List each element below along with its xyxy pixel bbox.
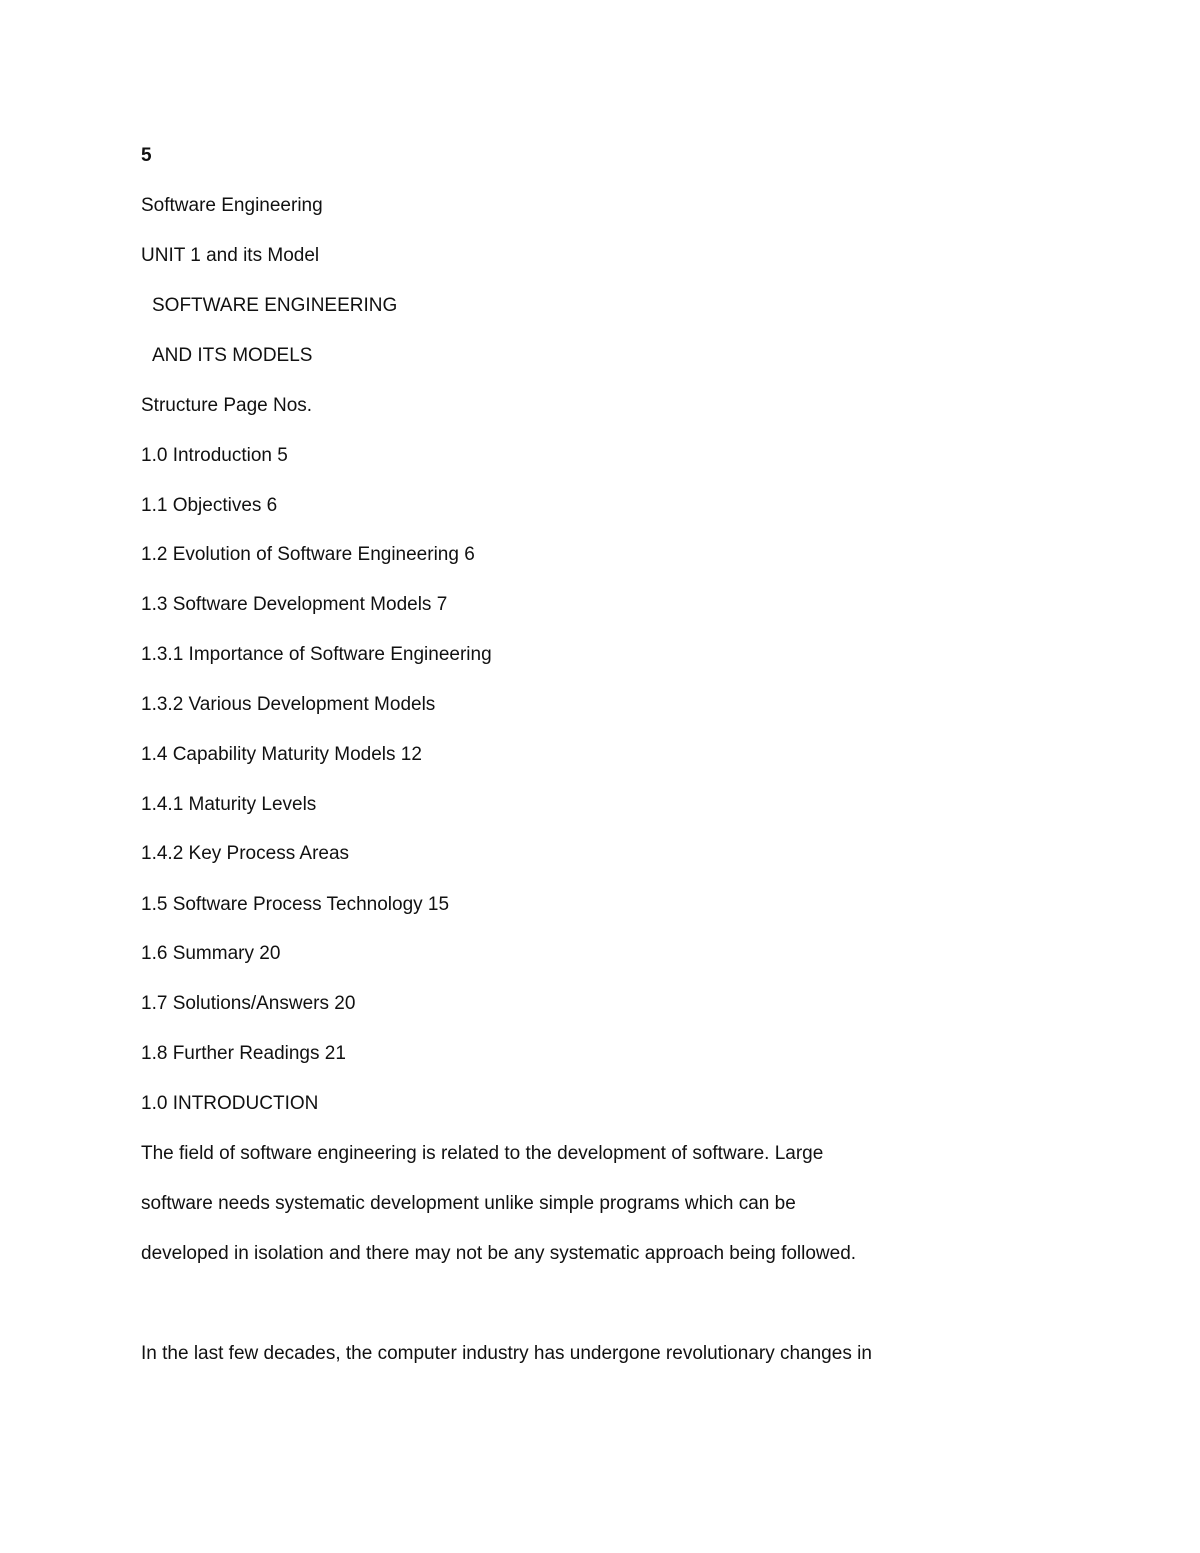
toc-item: 1.0 Introduction 5 (141, 445, 288, 466)
header-line: UNIT 1 and its Model (141, 245, 320, 266)
structure-heading: Structure Page Nos. (141, 395, 313, 416)
paragraph-line: developed in isolation and there may not be any systematic approach being followed. (141, 1243, 857, 1264)
toc-item: 1.5 Software Process Technology 15 (141, 894, 450, 915)
title-line: AND ITS MODELS (152, 345, 313, 366)
toc-item: 1.7 Solutions/Answers 20 (141, 993, 356, 1014)
title-line: SOFTWARE ENGINEERING (152, 295, 398, 316)
paragraph-line: software needs systematic development unlike simple programs which can be (141, 1193, 796, 1214)
toc-item: 1.8 Further Readings 21 (141, 1043, 346, 1064)
page-number: 5 (141, 145, 152, 166)
toc-item: 1.6 Summary 20 (141, 943, 281, 964)
toc-item: 1.4.2 Key Process Areas (141, 843, 350, 864)
toc-item: 1.2 Evolution of Software Engineering 6 (141, 544, 475, 565)
toc-item: 1.4.1 Maturity Levels (141, 794, 317, 815)
toc-item: 1.3.2 Various Development Models (141, 694, 436, 715)
paragraph-line: The field of software engineering is related to the development of software. Large (141, 1143, 824, 1164)
toc-item: 1.1 Objectives 6 (141, 495, 278, 516)
section-heading: 1.0 INTRODUCTION (141, 1093, 319, 1114)
toc-item: 1.4 Capability Maturity Models 12 (141, 744, 422, 765)
toc-item: 1.3.1 Importance of Software Engineering (141, 644, 492, 665)
paragraph-line: In the last few decades, the computer industry has undergone revolutionary changes in (141, 1343, 872, 1364)
toc-item: 1.3 Software Development Models 7 (141, 594, 448, 615)
header-line: Software Engineering (141, 195, 323, 216)
